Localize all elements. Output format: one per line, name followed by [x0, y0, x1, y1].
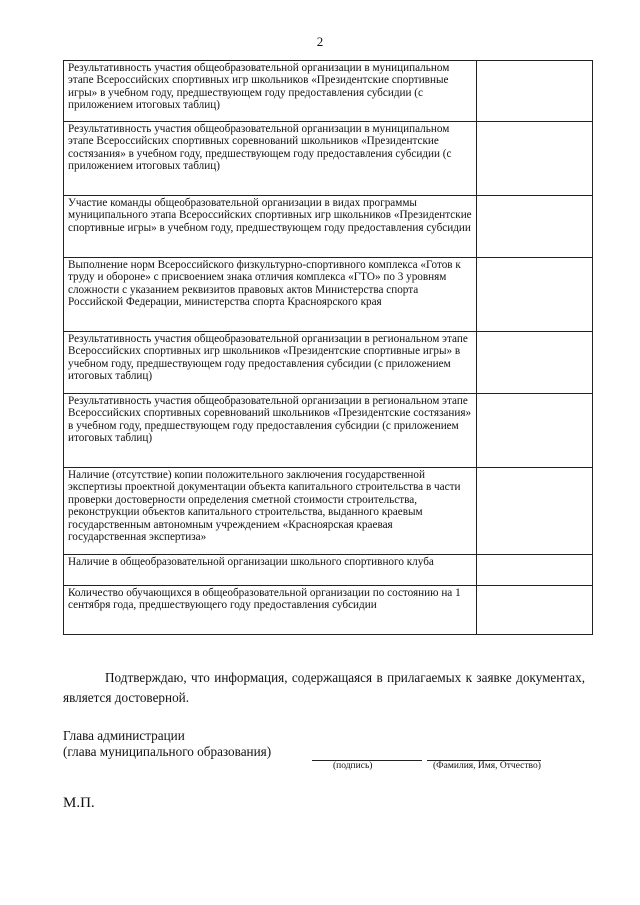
table-row	[64, 394, 593, 468]
criterion-value	[477, 468, 593, 555]
criterion-text: Наличие в общеобразовательной организации школьного спортивного клуба	[64, 555, 477, 586]
criterion-value	[477, 196, 593, 258]
criterion-text: Результативность участия общеобразовательной организации в муниципальном этапе Всероссийских спортивных игр школьников «Президентские спортивные игры» в учебном году, предшествующем году предоставления субсидии (с приложением итоговых таблиц)	[64, 61, 477, 122]
name-caption: (Фамилия, Имя, Отчество)	[433, 761, 541, 771]
criterion-text: Участие команды общеобразовательной организации в видах программы муниципального этапа Всероссийских спортивных игр школьников «Президентские спортивные игры» в учебном году, предшествующем году предоставления субсидии	[64, 196, 477, 258]
table-row	[64, 196, 593, 258]
confirmation-statement: Подтверждаю, что информация, содержащаяся в прилагаемых к заявке документах, является достоверной.	[63, 670, 585, 705]
table-row	[64, 258, 593, 332]
table-row	[64, 122, 593, 196]
criterion-text: Наличие (отсутствие) копии положительного заключения государственной экспертизы проектной документации объекта капитального строительства в части проверки достоверности определения сметной стоимости строительства, реконструкции объектов капитального строительства, выданного краевым государственным автономным учреждением «Красноярская краевая государственная экспертиза»	[64, 468, 477, 555]
criterion-text: Результативность участия общеобразовательной организации в региональном этапе Всероссийских спортивных соревнований школьников «Президентские состязания» в учебном году, предшествующем году предоставления субсидии (с приложением итоговых таблиц)	[64, 394, 477, 468]
criterion-value	[477, 122, 593, 196]
criterion-text: Результативность участия общеобразовательной организации в муниципальном этапе Всероссийских спортивных соревнований школьников «Президентские состязания» в учебном году, предшествующем году предоставления субсидии (с приложением итоговых таблиц)	[64, 122, 477, 196]
criterion-text: Выполнение норм Всероссийского физкультурно-спортивного комплекса «Готов к труду и обороне» с присвоением знака отличия комплекса «ГТО» по 3 уровням сложности с указанием реквизитов правовых актов Министерства спорта Российской Федерации, министерства спорта Красноярского края	[64, 258, 477, 332]
criterion-value	[477, 61, 593, 122]
signatory-title: Глава администрации	[63, 728, 185, 743]
table-row	[64, 332, 593, 394]
table-row	[64, 586, 593, 635]
criterion-text: Количество обучающихся в общеобразовательной организации по состоянию на 1 сентября года, предшествующего году предоставления субсидии	[64, 586, 477, 635]
criterion-value	[477, 394, 593, 468]
criterion-value	[477, 586, 593, 635]
criteria-table	[63, 60, 593, 635]
page-number: 2	[316, 34, 324, 49]
signature-caption: (подпись)	[333, 761, 373, 771]
criterion-value	[477, 332, 593, 394]
criterion-text: Результативность участия общеобразовательной организации в региональном этапе Всероссийских спортивных игр школьников «Президентские спортивные игры» в учебном году, предшествующем году предоставления субсидии (с приложением итоговых таблиц)	[64, 332, 477, 394]
table-row	[64, 555, 593, 586]
criterion-value	[477, 555, 593, 586]
table-row	[64, 61, 593, 122]
signatory-subtitle: (глава муниципального образования)	[63, 744, 272, 759]
table-row	[64, 468, 593, 555]
stamp-placeholder: М.П.	[63, 795, 95, 811]
criterion-value	[477, 258, 593, 332]
